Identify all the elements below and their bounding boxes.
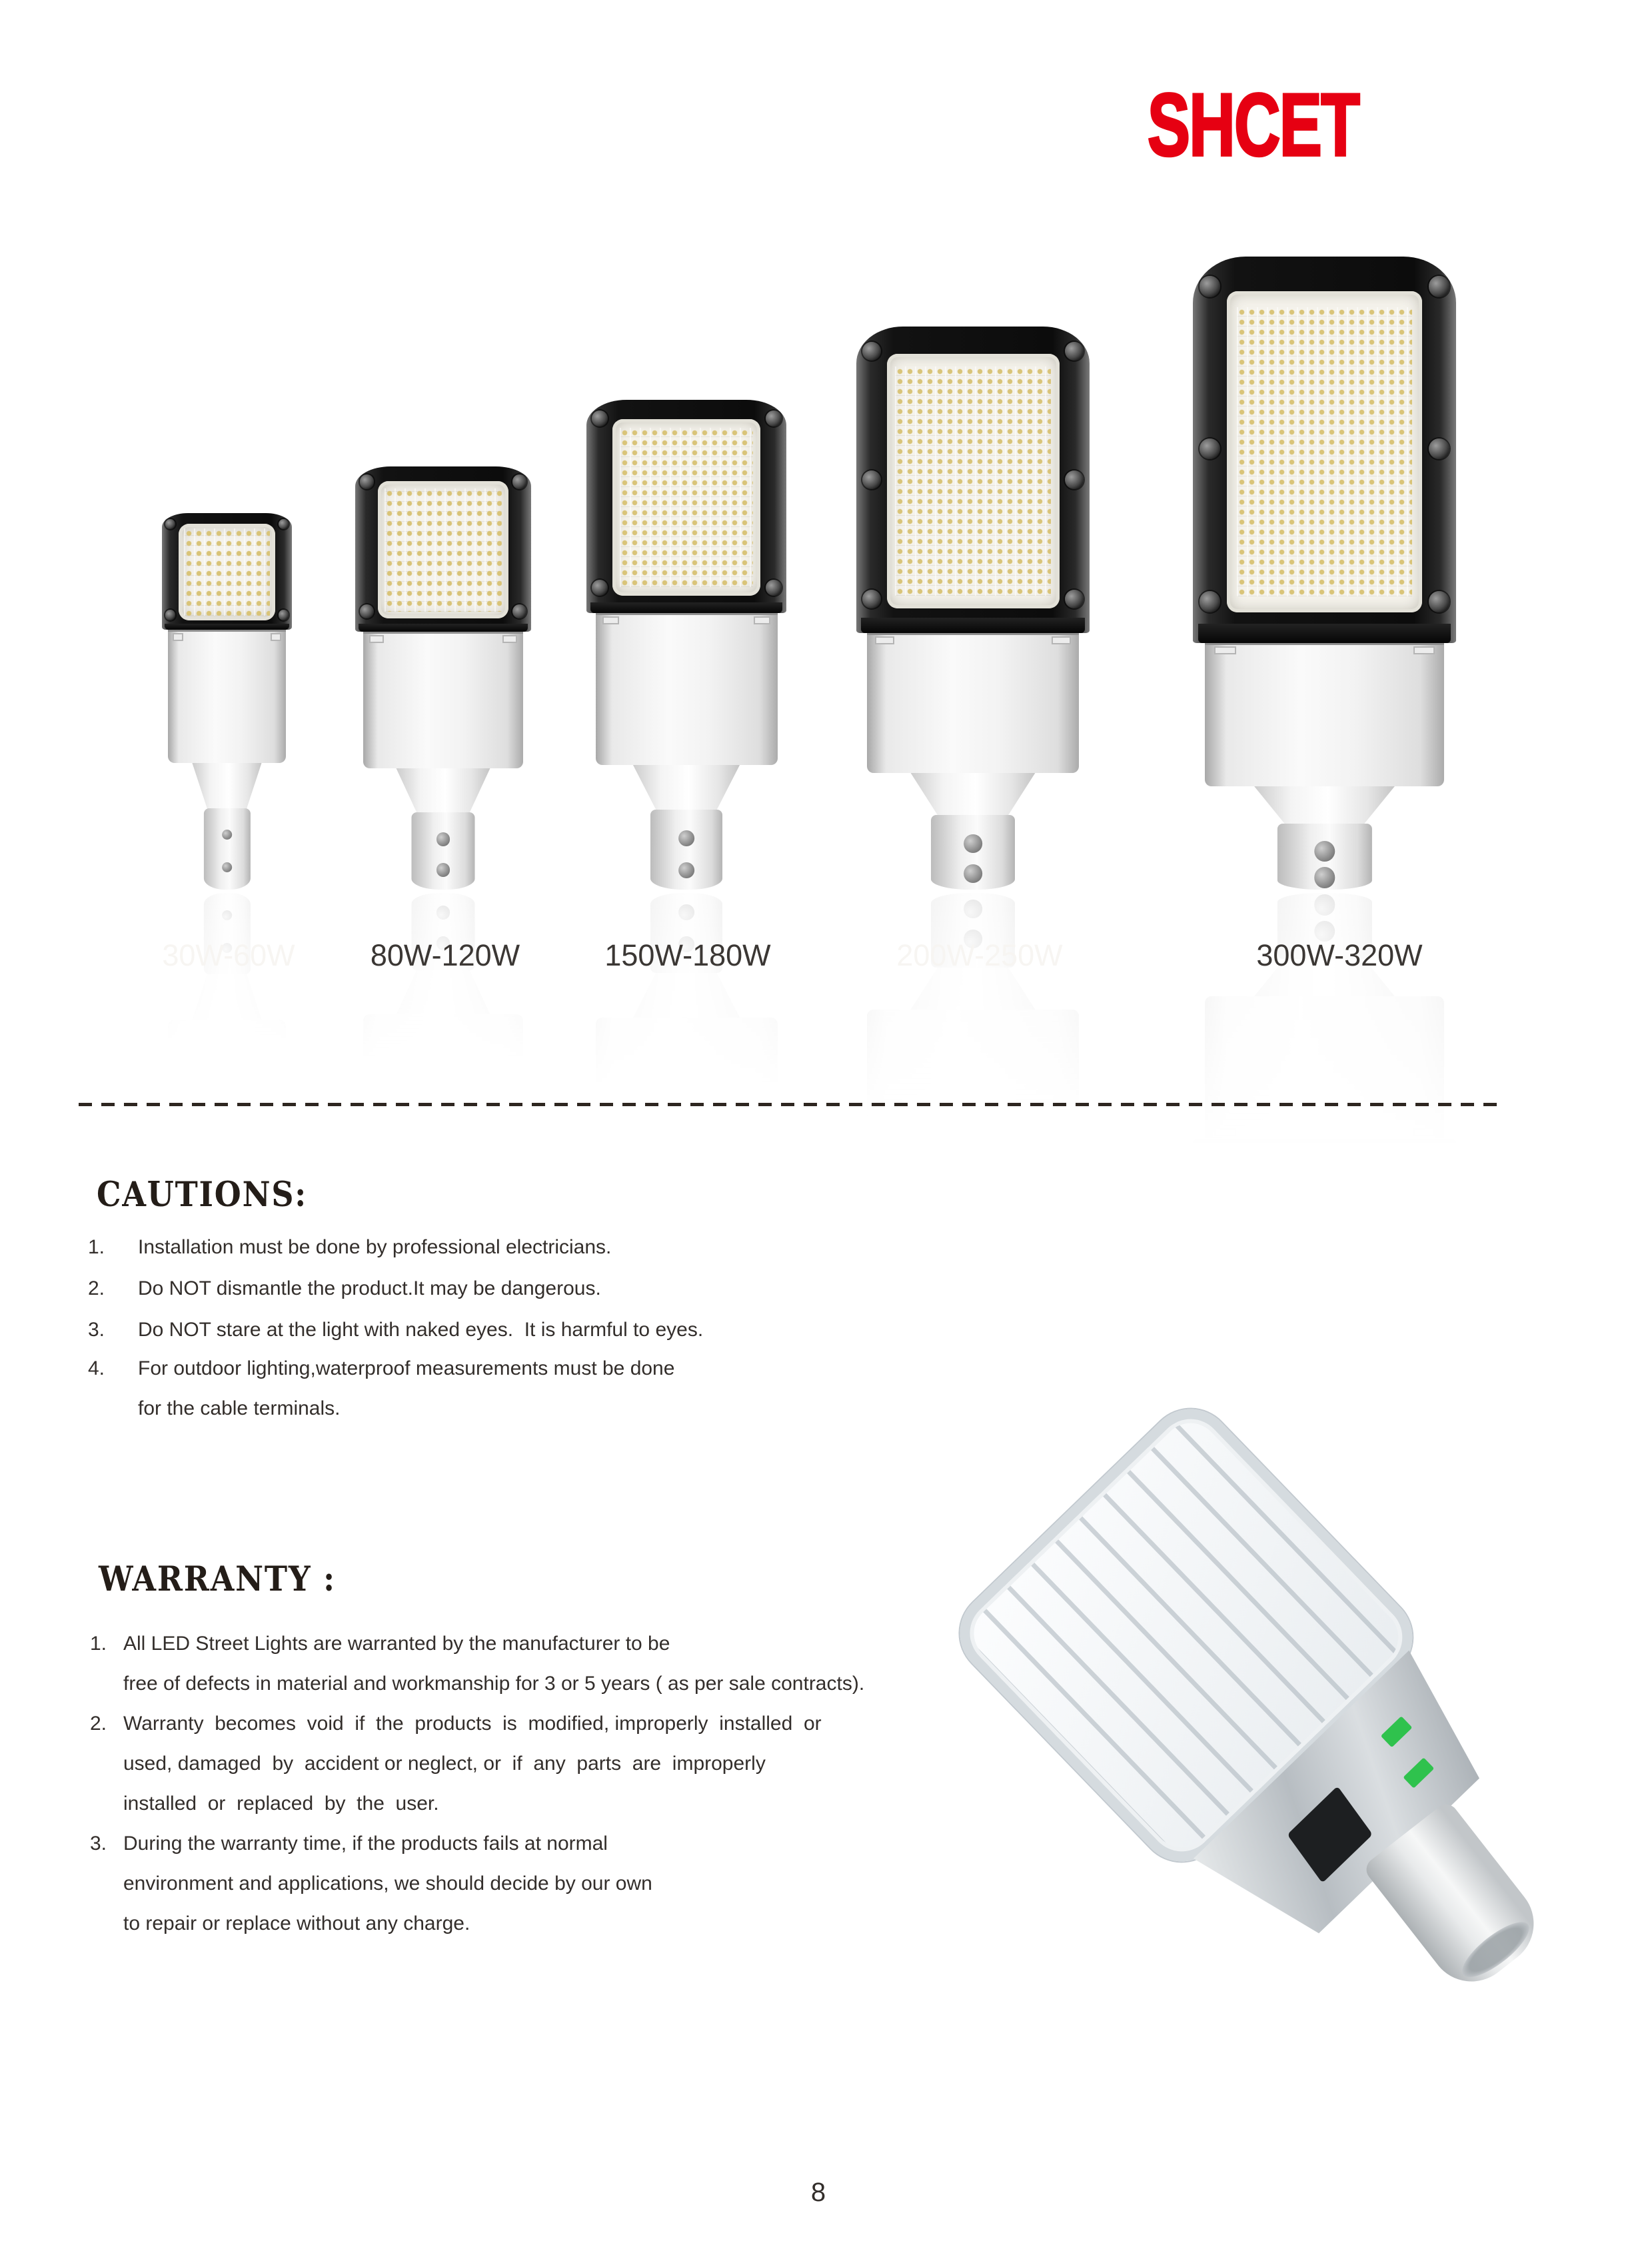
indicator-led (1403, 1757, 1435, 1789)
caution-number: 3. (88, 1319, 105, 1341)
indicator-led (1381, 1716, 1412, 1747)
wattage-label: 30W-60W (162, 938, 295, 972)
led-panel (179, 524, 275, 620)
caution-item-2 (88, 1275, 601, 1302)
arm-joint (392, 768, 494, 817)
tilted-streetlight (942, 1391, 1617, 2073)
warranty-number: 1. (90, 1633, 107, 1655)
screw-icon (1429, 276, 1450, 297)
screw-icon (766, 580, 782, 596)
lamp-body (596, 613, 778, 765)
warranty-item-2-cont (90, 1791, 439, 1817)
arm-tube (411, 812, 474, 890)
caution-text: For outdoor lighting,waterproof measurements must be done (138, 1357, 675, 1379)
warranty-item-3 (90, 1831, 608, 1857)
caution-number: 4. (88, 1357, 105, 1379)
wattage-label: 300W-320W (1256, 938, 1423, 972)
screw-icon (1200, 276, 1221, 297)
streetlight-illustration (162, 513, 292, 890)
warranty-text: used, damaged by accident or neglect, or if any parts are improperly (123, 1753, 766, 1775)
screw-icon (862, 470, 881, 489)
screw-icon (1065, 590, 1084, 608)
arm-joint (189, 763, 265, 814)
screw-icon (1065, 470, 1084, 489)
warranty-heading: WARRANTY : (99, 1559, 336, 1599)
lamp-body (867, 633, 1080, 773)
streetlight-illustration (355, 466, 531, 890)
lamp-head (856, 327, 1090, 633)
lamp-body (168, 630, 286, 763)
lamp-mount-arm (162, 763, 292, 890)
arm-joint (628, 765, 744, 815)
lamp-mount-arm (856, 773, 1090, 890)
screw-icon (862, 342, 881, 361)
lamp-body (363, 632, 523, 768)
page-number: 8 (810, 2178, 826, 2207)
brand-logo: SHCET (1148, 76, 1359, 175)
lamp-mount-arm (355, 768, 531, 890)
warranty-text: All LED Street Lights are warranted by the manufacturer to be (123, 1633, 670, 1655)
lamp-head (355, 466, 531, 632)
screw-icon (1200, 591, 1221, 612)
led-grid (895, 367, 1050, 596)
caution-number: 1. (88, 1236, 105, 1258)
lamp-head (586, 400, 786, 613)
screw-icon (1065, 342, 1084, 361)
warranty-text: installed or replaced by the user. (123, 1793, 439, 1815)
caution-text: Do NOT stare at the light with naked eyes. It is harmful to eyes. (138, 1319, 704, 1341)
lamp-head (162, 513, 292, 630)
wattage-label: 200W-250W (896, 938, 1063, 972)
led-grid (620, 428, 753, 587)
streetlight-product-150w-180w (586, 400, 786, 890)
led-panel (612, 419, 760, 596)
screw-icon (1200, 438, 1221, 460)
warranty-item-3-cont (90, 1910, 470, 1937)
screw-icon (165, 610, 176, 620)
lamp-mount-arm (1193, 786, 1456, 890)
arm-tube (1277, 824, 1371, 890)
screw-icon (279, 519, 289, 530)
streetlight-illustration (856, 327, 1090, 890)
warranty-text: to repair or replace without any charge. (123, 1912, 470, 1934)
arm-tube (931, 815, 1015, 890)
warranty-text: During the warranty time, if the products fails at normal (123, 1833, 608, 1855)
streetlight-product-30w-60w (162, 513, 292, 890)
screw-icon (360, 604, 374, 618)
lamp-body (1205, 643, 1444, 786)
caution-text: Installation must be done by professional electricians. (138, 1236, 612, 1258)
arm-joint (1248, 786, 1401, 828)
led-grid (385, 488, 502, 612)
lamp-mount-arm (586, 765, 786, 890)
caution-text: for the cable terminals. (138, 1397, 341, 1419)
streetlight-product-80w-120w (355, 466, 531, 890)
driver-component (1287, 1786, 1372, 1883)
screw-icon (766, 410, 782, 426)
screw-icon (165, 519, 176, 530)
warranty-text: free of defects in material and workmanship for 3 or 5 years ( as per sale contracts). (123, 1673, 865, 1695)
arm-tube (203, 808, 250, 890)
caution-number: 2. (88, 1277, 105, 1299)
warranty-text: environment and applications, we should decide by our own (123, 1872, 652, 1894)
screw-icon (862, 590, 881, 608)
screw-icon (1429, 438, 1450, 460)
warranty-number: 3. (90, 1833, 107, 1855)
arm-joint (906, 773, 1041, 820)
led-grid (1237, 307, 1412, 596)
led-panel (378, 481, 508, 618)
warranty-item-2-cont (90, 1751, 766, 1777)
caution-text: Do NOT dismantle the product.It may be dangerous. (138, 1277, 601, 1299)
cautions-heading: CAUTIONS: (97, 1175, 308, 1215)
warranty-text: Warranty becomes void if the products is modified, improperly installed or (123, 1713, 822, 1735)
warranty-number: 2. (90, 1713, 107, 1735)
streetlight-product-200w-250w (856, 327, 1090, 890)
wattage-label: 80W-120W (370, 938, 520, 972)
warranty-item-1-cont (90, 1671, 864, 1697)
screw-icon (1429, 591, 1450, 612)
led-panel (1227, 291, 1421, 612)
caution-item-4 (88, 1355, 674, 1382)
warranty-product-image (946, 1433, 1599, 2059)
screw-icon (592, 410, 608, 426)
caution-item-4-cont (88, 1395, 340, 1422)
warranty-item-2 (90, 1711, 822, 1737)
caution-item-3 (88, 1317, 703, 1343)
arm-tube (650, 810, 722, 890)
warranty-item-1 (90, 1631, 670, 1657)
led-panel (887, 354, 1060, 608)
screw-icon (512, 604, 526, 618)
screw-icon (592, 580, 608, 596)
streetlight-product-300w-320w (1193, 257, 1456, 890)
streetlight-illustration (1193, 257, 1456, 890)
screw-icon (512, 474, 526, 488)
dashed-divider (79, 1103, 1505, 1106)
caution-item-1 (88, 1234, 611, 1261)
screw-icon (279, 610, 289, 620)
led-grid (184, 528, 271, 616)
streetlight-illustration (586, 400, 786, 890)
warranty-item-3-cont (90, 1870, 652, 1897)
wattage-label: 150W-180W (604, 938, 771, 972)
screw-icon (360, 474, 374, 488)
lamp-head (1193, 257, 1456, 643)
